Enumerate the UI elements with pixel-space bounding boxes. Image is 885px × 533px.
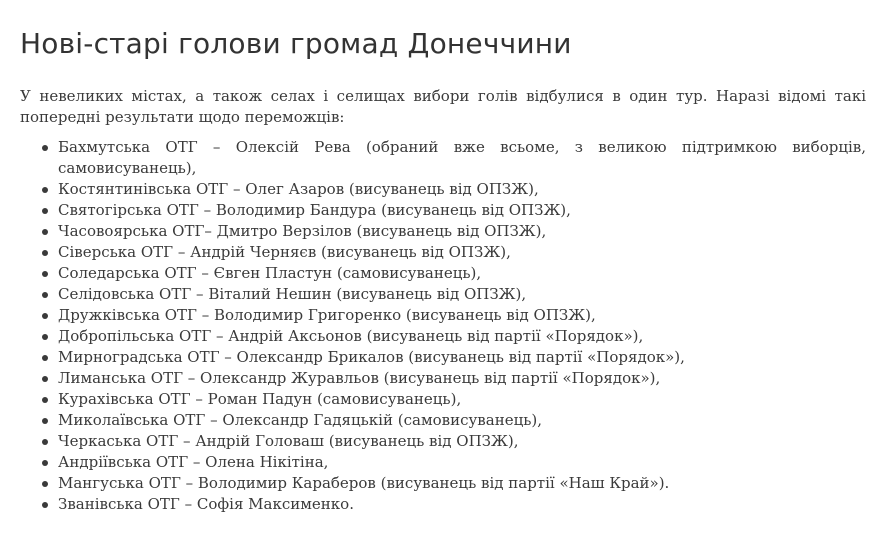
list-item-text: Дружківська ОТГ – Володимир Григоренко (висуванець від ОПЗЖ), — [58, 306, 596, 324]
bullet-icon — [42, 481, 48, 487]
list-item — [58, 452, 866, 473]
list-item-text: Соледарська ОТГ – Євген Пластун (самовисуванець), — [58, 264, 482, 282]
list-item-text: Миколаївська ОТГ – Олександр Гадяцькій (самовисуванець), — [58, 411, 543, 429]
bullet-icon — [42, 418, 48, 424]
list-item-text: Святогірська ОТГ – Володимир Бандура (висуванець від ОПЗЖ), — [58, 201, 571, 219]
list-item-text: Бахмутська ОТГ – Олексій Рева (обраний вже всьоме, з великою підтримкою виборців, самовисуванець), — [58, 138, 866, 177]
bullet-icon — [42, 208, 48, 214]
list-item — [58, 494, 866, 515]
bullet-icon — [42, 460, 48, 466]
list-item — [58, 221, 866, 242]
list-item — [58, 284, 866, 305]
list-item-text: Лиманська ОТГ – Олександр Журавльов (висуванець від партії «Порядок»), — [58, 369, 661, 387]
list-item — [58, 368, 866, 389]
list-item-text: Мирноградська ОТГ – Олександр Брикалов (висуванець від партії «Порядок»), — [58, 348, 685, 366]
list-item-text: Мангуська ОТГ – Володимир Караберов (висуванець від партії «Наш Край»). — [58, 474, 670, 492]
list-item — [58, 200, 866, 221]
list-item — [58, 179, 866, 200]
list-item-text: Сіверська ОТГ – Андрій Черняєв (висуванець від ОПЗЖ), — [58, 243, 511, 261]
list-item-text: Званівська ОТГ – Софія Максименко. — [58, 495, 354, 513]
bullet-icon — [42, 334, 48, 340]
list-item — [58, 389, 866, 410]
list-item-text: Костянтинівська ОТГ – Олег Азаров (висуванець від ОПЗЖ), — [58, 180, 539, 198]
bullet-icon — [42, 502, 48, 508]
article-intro: У невеликих містах, а також селах і селищах вибори голів відбулися в один тур. Наразі відомі такі попередні результати щодо переможців: — [20, 87, 866, 126]
bullet-icon — [42, 271, 48, 277]
article — [20, 0, 866, 515]
list-item-text: Добропільська ОТГ – Андрій Аксьонов (висуванець від партії «Порядок»), — [58, 327, 644, 345]
bullet-icon — [42, 376, 48, 382]
bullet-icon — [42, 250, 48, 256]
list-item-text: Часовоярська ОТГ– Дмитро Верзілов (висуванець від ОПЗЖ), — [58, 222, 547, 240]
list-item — [58, 263, 866, 284]
bullet-icon — [42, 292, 48, 298]
list-item — [58, 473, 866, 494]
bullet-icon — [42, 355, 48, 361]
list-item — [58, 347, 866, 368]
list-item — [58, 431, 866, 452]
bullet-icon — [42, 229, 48, 235]
list-item-text: Селідовська ОТГ – Віталий Нешин (висуванець від ОПЗЖ), — [58, 285, 527, 303]
article-title: Нові-старі голови громад Донеччини — [20, 27, 572, 60]
list-item — [58, 242, 866, 263]
bullet-icon — [42, 313, 48, 319]
bullet-icon — [42, 145, 48, 151]
list-item — [58, 305, 866, 326]
list-item — [58, 410, 866, 431]
list-item — [58, 137, 866, 179]
list-item-text: Курахівська ОТГ – Роман Падун (самовисуванець), — [58, 390, 462, 408]
bullet-icon — [42, 397, 48, 403]
bullet-icon — [42, 187, 48, 193]
list-item-text: Черкаська ОТГ – Андрій Головаш (висуванець від ОПЗЖ), — [58, 432, 519, 450]
bullet-icon — [42, 439, 48, 445]
list-item-text: Андріївська ОТГ – Олена Нікітіна, — [58, 453, 329, 471]
results-list — [20, 137, 866, 515]
list-item — [58, 326, 866, 347]
